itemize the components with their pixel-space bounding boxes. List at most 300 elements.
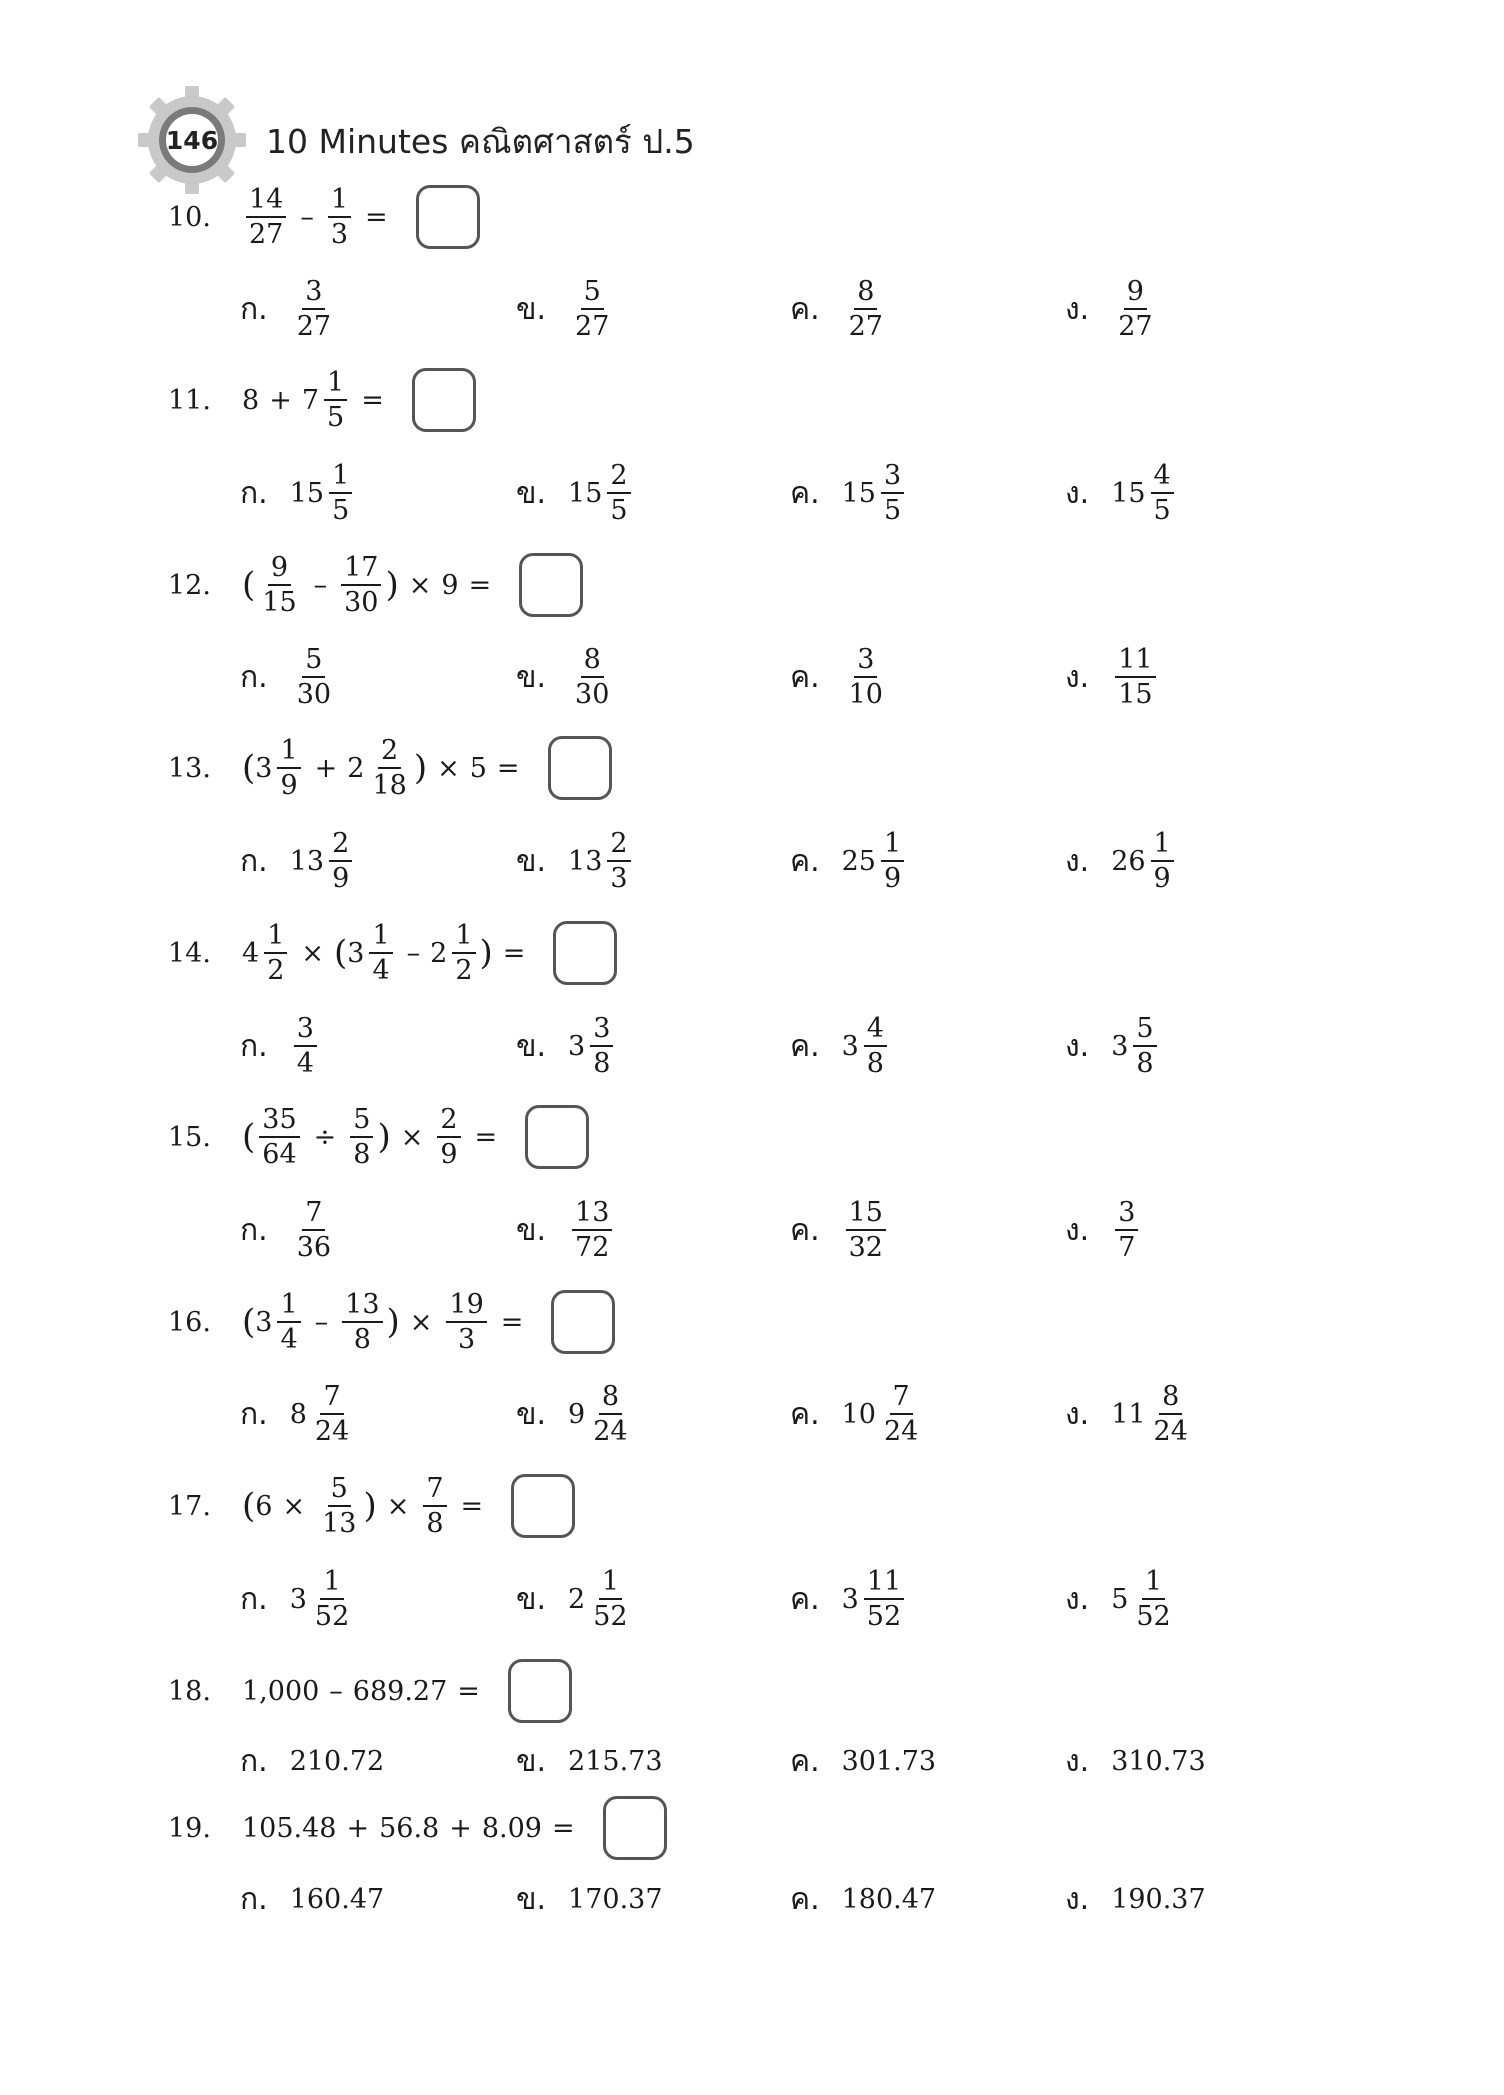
numerator: 3 [590, 1014, 613, 1047]
denominator: 24 [314, 1416, 350, 1447]
denominator: 3 [330, 219, 349, 250]
whole-part: 15 [289, 477, 325, 509]
fraction [572, 277, 612, 341]
numerator: 7 [890, 1382, 913, 1415]
numerator: 35 [259, 1105, 299, 1138]
denominator: 13 [322, 1508, 357, 1539]
choice-label: ง. [1065, 1581, 1090, 1617]
number: 190.37 [1111, 1883, 1206, 1915]
numerator: 5 [581, 277, 604, 310]
operator: – [313, 569, 328, 601]
answer-choice[interactable] [790, 1857, 936, 1941]
fraction [572, 1198, 612, 1262]
mixed-number [568, 1567, 635, 1631]
answer-choice[interactable] [240, 1372, 356, 1456]
choice-label: ง. [1065, 1743, 1090, 1779]
choice-value [842, 277, 890, 341]
fraction [246, 185, 286, 249]
mixed-number [1111, 829, 1178, 893]
question-row [168, 1095, 589, 1179]
question-number: 16. [168, 1306, 211, 1338]
question-number: 12. [168, 569, 211, 601]
question-number: 13. [168, 752, 211, 784]
denominator: 5 [327, 402, 345, 433]
denominator: 15 [1118, 679, 1153, 710]
answer-box[interactable] [551, 1290, 615, 1354]
answer-choice[interactable] [790, 635, 890, 719]
whole-part: 7 [301, 384, 319, 416]
numerator: 2 [607, 829, 630, 862]
answer-box[interactable] [511, 1474, 575, 1538]
denominator: 5 [610, 495, 628, 526]
mixed-number [842, 829, 909, 893]
denominator: 27 [296, 311, 332, 342]
answer-choice[interactable] [1065, 1557, 1178, 1641]
numerator: 2 [329, 829, 352, 862]
denominator: 27 [1118, 311, 1153, 342]
denominator: 8 [866, 1048, 884, 1079]
choice-value [1111, 1567, 1178, 1631]
answer-box[interactable] [548, 736, 612, 800]
answer-choice[interactable] [516, 1557, 635, 1641]
denominator: 24 [593, 1416, 628, 1447]
mixed-number [290, 461, 357, 525]
fraction [1115, 277, 1155, 341]
fraction [312, 1382, 352, 1446]
operator: – [406, 937, 421, 969]
number: 1,000 [242, 1675, 320, 1707]
choice-label: ค. [790, 1581, 820, 1617]
denominator: 8 [1136, 1048, 1154, 1079]
operator: ÷ [313, 1121, 337, 1153]
choice-row [0, 451, 1504, 535]
denominator: 3 [610, 863, 628, 894]
numerator: 8 [581, 645, 604, 678]
whole-part: 3 [568, 1030, 586, 1062]
choice-label: ค. [790, 475, 820, 511]
operator: × [301, 937, 324, 969]
answer-box[interactable] [525, 1105, 589, 1169]
choice-value [290, 1884, 384, 1915]
choice-label: ข. [516, 1396, 547, 1432]
denominator: 36 [296, 1232, 332, 1263]
mixed-number [290, 1382, 357, 1446]
number: 160.47 [289, 1883, 385, 1915]
number: 310.73 [1111, 1745, 1206, 1777]
answer-box[interactable] [553, 921, 617, 985]
denominator: 24 [883, 1416, 919, 1447]
denominator: 8 [593, 1048, 611, 1079]
answer-choice[interactable] [790, 451, 908, 535]
denominator: 15 [262, 587, 297, 618]
mixed-number [568, 1014, 617, 1078]
choice-row [0, 819, 1504, 903]
answer-choice[interactable] [516, 451, 635, 535]
denominator: 8 [426, 1508, 444, 1539]
question-expression [242, 553, 501, 617]
numerator: 17 [341, 553, 381, 586]
answer-choice[interactable] [516, 1004, 617, 1088]
choice-label: ก. [240, 475, 268, 511]
fraction [1151, 829, 1174, 893]
choice-value [290, 461, 357, 525]
fraction [590, 1567, 630, 1631]
denominator: 32 [848, 1232, 883, 1263]
choice-label: ข. [516, 475, 547, 511]
mixed-number [1111, 461, 1178, 525]
choice-value [842, 1746, 936, 1777]
whole-part: 11 [1111, 1398, 1146, 1430]
numerator: 1 [277, 736, 300, 769]
answer-box[interactable] [416, 185, 480, 249]
answer-choice[interactable] [516, 267, 616, 351]
choice-label: ข. [516, 291, 547, 327]
operator: × [408, 569, 432, 601]
answer-choice[interactable] [240, 1857, 384, 1941]
choice-label: ค. [790, 843, 820, 879]
denominator: 7 [1118, 1232, 1136, 1263]
fraction [369, 921, 392, 985]
number: 5 [469, 752, 487, 784]
denominator: 8 [353, 1324, 371, 1355]
choice-row [0, 1372, 1504, 1456]
answer-choice[interactable] [240, 1188, 338, 1272]
choice-label: ก. [240, 1743, 268, 1779]
numerator: 1 [369, 921, 392, 954]
choice-value [1111, 1382, 1195, 1446]
answer-choice[interactable] [1065, 451, 1178, 535]
fraction [277, 736, 300, 800]
choice-label: ก. [240, 1028, 268, 1064]
number: 9 [441, 569, 459, 601]
choice-value [1111, 1884, 1205, 1915]
question-expression [242, 1290, 533, 1354]
fraction [259, 553, 299, 617]
denominator: 27 [249, 219, 284, 250]
equals-sign: = [361, 384, 384, 416]
mixed-number [568, 829, 635, 893]
denominator: 52 [866, 1601, 902, 1632]
number: 689.27 [352, 1675, 448, 1707]
choice-label: ก. [240, 291, 268, 327]
parenthesis: ( [242, 1117, 256, 1157]
choice-value [568, 277, 616, 341]
choice-value [290, 1567, 357, 1631]
choice-value [1111, 277, 1159, 341]
parenthesis: ) [386, 1302, 400, 1342]
fraction [328, 185, 351, 249]
number: 180.47 [841, 1883, 937, 1915]
answer-choice[interactable] [240, 635, 338, 719]
answer-choice[interactable] [790, 1557, 908, 1641]
denominator: 72 [575, 1232, 610, 1263]
question-row [168, 358, 476, 442]
mixed-number [1111, 1014, 1160, 1078]
equals-sign: = [496, 752, 520, 784]
equals-sign: = [457, 1675, 480, 1707]
mixed-number [842, 461, 909, 525]
fraction [446, 1290, 486, 1354]
denominator: 5 [332, 495, 350, 526]
answer-choice[interactable] [516, 1372, 635, 1456]
operator: × [400, 1121, 424, 1153]
question-number: 15. [168, 1121, 211, 1153]
fraction [864, 1014, 887, 1078]
answer-choice[interactable] [516, 635, 616, 719]
fraction [881, 1382, 921, 1446]
number: 105.48 [242, 1812, 337, 1844]
denominator: 24 [1153, 1416, 1188, 1447]
question-row [168, 726, 612, 810]
fraction [1133, 1014, 1156, 1078]
number: 6 [255, 1490, 273, 1522]
mixed-number [1111, 1567, 1178, 1631]
choice-value [568, 645, 616, 709]
numerator: 1 [1151, 829, 1174, 862]
choice-value [290, 645, 338, 709]
parenthesis: ( [334, 933, 348, 973]
numerator: 3 [294, 1014, 317, 1047]
answer-choice[interactable] [240, 1557, 356, 1641]
choice-value [842, 1567, 909, 1631]
fraction [1151, 1382, 1191, 1446]
answer-box[interactable] [508, 1659, 572, 1723]
whole-part: 15 [1111, 477, 1146, 509]
fraction [864, 1567, 904, 1631]
choice-value [290, 1198, 338, 1262]
choice-value [568, 461, 635, 525]
fraction [572, 645, 612, 709]
choice-value [290, 1746, 384, 1777]
numerator: 1 [881, 829, 904, 862]
question-number: 17. [168, 1490, 211, 1522]
operator: × [437, 752, 460, 784]
answer-box[interactable] [519, 553, 583, 617]
operator: × [409, 1306, 433, 1338]
fraction [329, 829, 352, 893]
whole-part: 5 [1111, 1583, 1129, 1615]
answer-choice[interactable] [790, 1719, 936, 1803]
question-row [168, 175, 480, 259]
operator: – [314, 1306, 329, 1338]
number: 8.09 [481, 1812, 542, 1844]
fraction [846, 277, 886, 341]
whole-part: 13 [289, 845, 325, 877]
choice-value [842, 1198, 890, 1262]
numerator: 2 [378, 736, 401, 769]
fraction [1151, 461, 1174, 525]
whole-part: 3 [841, 1583, 859, 1615]
whole-part: 3 [289, 1583, 307, 1615]
numerator: 5 [1133, 1014, 1156, 1047]
numerator: 11 [864, 1567, 904, 1600]
answer-choice[interactable] [790, 1004, 891, 1088]
fraction [294, 277, 334, 341]
fraction [264, 921, 287, 985]
operator: – [329, 1675, 343, 1707]
number: 170.37 [568, 1883, 663, 1915]
numerator: 3 [302, 277, 325, 310]
numerator: 1 [320, 1567, 343, 1600]
answer-choice[interactable] [1065, 635, 1160, 719]
denominator: 4 [296, 1048, 314, 1079]
choice-label: ง. [1065, 1028, 1090, 1064]
numerator: 3 [881, 461, 904, 494]
numerator: 8 [1159, 1382, 1182, 1415]
choice-label: ค. [790, 1743, 820, 1779]
fraction [259, 1105, 299, 1169]
denominator: 4 [280, 1324, 298, 1355]
mixed-number [347, 736, 414, 800]
denominator: 3 [457, 1324, 476, 1355]
question-expression [242, 1105, 507, 1169]
choice-label: ก. [240, 1212, 268, 1248]
numerator: 7 [302, 1198, 325, 1231]
numerator: 1 [324, 368, 347, 401]
answer-choice[interactable] [240, 267, 338, 351]
answer-choice[interactable] [1065, 1857, 1206, 1941]
choice-value [1111, 1014, 1160, 1078]
choice-label: ก. [240, 659, 268, 695]
answer-choice[interactable] [516, 1188, 616, 1272]
question-row [168, 1464, 575, 1548]
answer-choice[interactable] [240, 1004, 321, 1088]
fraction [312, 1567, 352, 1631]
choice-value [568, 1382, 635, 1446]
equals-sign: = [474, 1121, 498, 1153]
answer-choice[interactable] [516, 819, 635, 903]
whole-part: 2 [347, 752, 365, 784]
answer-choice[interactable] [790, 1372, 925, 1456]
fraction [277, 1290, 300, 1354]
choice-label: ข. [516, 1881, 547, 1917]
fraction [846, 645, 886, 709]
answer-choice[interactable] [1065, 819, 1178, 903]
answer-choice[interactable] [1065, 1719, 1206, 1803]
choice-label: ค. [790, 291, 820, 327]
answer-choice[interactable] [790, 267, 890, 351]
answer-box[interactable] [603, 1796, 667, 1860]
choice-row [0, 635, 1504, 719]
whole-part: 3 [255, 752, 273, 784]
numerator: 9 [268, 553, 291, 586]
fraction [607, 461, 630, 525]
answer-choice[interactable] [1065, 1372, 1195, 1456]
page-header [136, 84, 1036, 184]
question-expression [242, 736, 530, 800]
choice-label: ค. [790, 1212, 820, 1248]
numerator: 5 [302, 645, 325, 678]
question-expression [242, 1474, 493, 1538]
number: 301.73 [841, 1745, 937, 1777]
choice-value [290, 1382, 357, 1446]
choice-value [842, 1884, 936, 1915]
parenthesis: ) [363, 1486, 377, 1526]
choice-label: ง. [1065, 659, 1090, 695]
whole-part: 10 [841, 1398, 876, 1430]
choice-value [842, 1014, 891, 1078]
numerator: 2 [437, 1105, 460, 1138]
answer-choice[interactable] [1065, 1004, 1161, 1088]
operator: + [449, 1812, 472, 1844]
denominator: 30 [296, 679, 332, 710]
operator: – [300, 201, 314, 233]
fraction [590, 1382, 630, 1446]
question-expression [242, 368, 394, 432]
fraction [423, 1474, 446, 1538]
fraction [1133, 1567, 1173, 1631]
parenthesis: ( [242, 565, 256, 605]
mixed-number [302, 368, 351, 432]
choice-label: ค. [790, 1396, 820, 1432]
mixed-number [842, 1014, 891, 1078]
numerator: 3 [854, 645, 877, 678]
choice-value [1111, 461, 1178, 525]
numerator: 15 [846, 1198, 886, 1231]
answer-choice[interactable] [1065, 267, 1160, 351]
question-number: 19. [168, 1812, 211, 1844]
parenthesis: ( [242, 1486, 256, 1526]
answer-choice[interactable] [516, 1857, 663, 1941]
denominator: 30 [575, 679, 610, 710]
whole-part: 2 [430, 937, 448, 969]
question-expression [242, 1676, 490, 1707]
question-expression [242, 185, 398, 249]
whole-part: 15 [568, 477, 603, 509]
denominator: 5 [1153, 495, 1171, 526]
choice-label: ก. [240, 1396, 268, 1432]
whole-part: 9 [568, 1398, 586, 1430]
fraction [881, 829, 904, 893]
question-number: 18. [168, 1675, 211, 1707]
answer-choice[interactable] [1065, 1188, 1142, 1272]
mixed-number [842, 1382, 926, 1446]
whole-part: 3 [841, 1030, 859, 1062]
numerator: 5 [328, 1474, 351, 1507]
parenthesis: ) [413, 748, 428, 788]
denominator: 4 [372, 955, 390, 986]
numerator: 5 [350, 1105, 373, 1138]
operator: + [269, 384, 292, 416]
question-expression [242, 921, 535, 985]
numerator: 4 [1151, 461, 1174, 494]
choice-label: ง. [1065, 843, 1090, 879]
mixed-number [347, 921, 396, 985]
choice-value [842, 461, 909, 525]
whole-part: 13 [568, 845, 603, 877]
denominator: 9 [1153, 863, 1171, 894]
answer-choice[interactable] [240, 451, 356, 535]
denominator: 52 [1136, 1601, 1171, 1632]
choice-row [0, 1188, 1504, 1272]
answer-choice[interactable] [240, 819, 356, 903]
answer-choice[interactable] [790, 1188, 890, 1272]
whole-part: 3 [347, 937, 365, 969]
answer-box[interactable] [412, 368, 476, 432]
whole-part: 26 [1111, 845, 1146, 877]
numerator: 1 [599, 1567, 622, 1600]
choice-value [290, 829, 357, 893]
equals-sign: = [365, 201, 388, 233]
numerator: 4 [864, 1014, 887, 1047]
choice-label: ง. [1065, 1212, 1090, 1248]
fraction [294, 645, 334, 709]
equals-sign: = [551, 1812, 575, 1844]
whole-part: 25 [841, 845, 876, 877]
choice-label: ง. [1065, 475, 1090, 511]
denominator: 2 [455, 955, 473, 986]
answer-choice[interactable] [790, 819, 908, 903]
